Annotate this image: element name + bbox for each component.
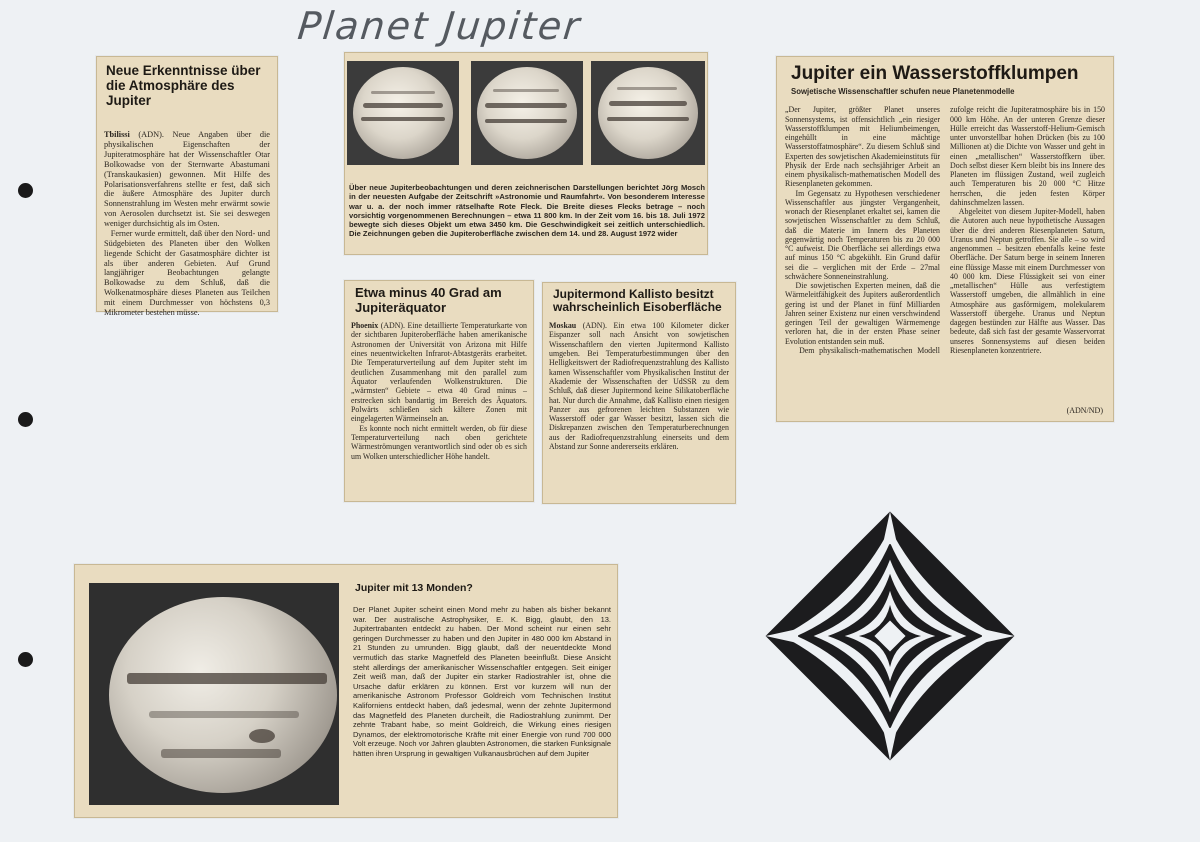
clipping-title: Jupitermond Kallisto besitzt wahrscheinlich Eisoberfläche — [553, 287, 722, 315]
clipping-body — [351, 321, 527, 461]
clipping-13-monden — [74, 564, 618, 818]
cloud-band — [149, 711, 299, 718]
paper-cut-star-icon — [744, 490, 1036, 782]
jupiter-planet-icon — [109, 597, 337, 793]
cloud-band — [607, 117, 689, 121]
clipping-text: (ADN). Neue Angaben über die physikalischen Eigenschaften der Jupiteratmosphäre hat der Wissenschaftler Otar Bolkowadse von der Sternwarte Abastumani (Transkaukasien) gewonnen. Mit Hilfe des Polarisationsverfahrens stellte er fest, daß sich die äußere Atmosphäre des Jupiter durch Sonnenstrahlung im Westen mehr erwärmt sowie von Aerosolen durchsetzt ist. Sie sei deswegen weniger durchsichtig als im Osten. Ferner wurde ermittelt, daß über den Nord- und Südgebieten des Planeten über den Wolken liegende Schicht der Gasatmosphäre dichter ist als über anderen Gebieten. Auf Grund langjähriger Beobachtungen gelangte Bolkowadse zu dem Schluß, daß die Wolkenatmosphäre dieses Planeten aus Teilchen mit einem Durchmesser von höchstens 0,3 Mikrometer bestehen müsse. — [104, 130, 270, 317]
clipping-kallisto — [542, 282, 736, 504]
cloud-band — [371, 91, 435, 94]
jupiter-drawing-1 — [347, 61, 459, 165]
cloud-band — [361, 117, 445, 121]
clipping-title: Etwa minus 40 Grad am Jupiteräquator — [355, 285, 502, 315]
cloud-band — [127, 673, 327, 684]
cloud-band — [617, 87, 677, 90]
dateline: Moskau — [549, 320, 577, 330]
clipping-jupiter-drawings — [344, 52, 708, 255]
cloud-band — [363, 103, 443, 108]
cloud-band — [485, 103, 567, 108]
cloud-band — [485, 119, 567, 123]
clipping-title: Neue Erkenntnisse über die Atmosphäre des Jupiter — [106, 63, 261, 109]
page-title: Planet Jupiter — [295, 4, 584, 48]
clipping-text: (ADN). Eine detaillierte Temperaturkarte von der sichtbaren Jupiteroberfläche haben amerikanische Astronomen der Universität von Arizona mit Hilfe eines neuentwickelten Infrarot-Abtastgeräts erarbeitet. Die Temperaturverteilung auf dem Jupiter steht im deutlichen Zusammenhang mit den parallel zum Äquator verlaufenden Wolkenstrukturen. Die „wärmsten“ Gebiete – etwa 40 Grad minus – erstrecken sich bandartig im Bereich des Äquators. Polwärts schließen sich kältere Zonen mit eingelagerten Wärmeinseln an. Es konnte noch nicht ermittelt werden, ob für diese Temperaturverteilung nach oben gerichtete Wärmeströmungen verantwortlich sind oder ob es sich um Wolken unterschiedlicher Höhe handelt. — [351, 321, 527, 461]
clipping-text: (ADN). Ein etwa 100 Kilometer dicker Eispanzer soll nach Ansicht von sowjetischen Wissenschaftlern den vierten Jupitermond Kallisto umgeben. Bei Temperaturbestimmungen über den Helligkeitswert der Radiofrequenzstrahlung des Kallisto kamen Wissenschaftler vom Physikalischen Institut der Akademie der Wissenschaften der UdSSR zu dem Schluß, daß dieser Jupitermond keine Silikatoberfläche hat. Nur durch die Annahme, daß Kallisto einen riesigen Panzer aus gefrorenen leichten Substanzen wie Wasserstoff oder gar Wasser besitzt, lassen sich die Diskrepanzen zwischen den Temperaturberechnungen aus der Radiofrequenzstrahlung einerseits und dem Abstand zur Sonne andererseits erklären. — [549, 320, 731, 452]
cloud-band — [161, 749, 281, 758]
dateline: Tbilissi — [104, 130, 130, 140]
jupiter-drawing-3 — [591, 61, 705, 165]
drawings-caption: Über neue Jupiterbeobachtungen und deren zeichnerischen Darstellungen berichtet Jörg Mosch in der neuesten Aufgabe der Zeitschrift »Astronomie und Raumfahrt«. Von besonderem Interesse war u. a. der noch immer rätselhafte Rote Fleck. Die Breite dieses Flecks betrage – noch vorsichtig vorgenommenen Berechnungen – etwa 11 800 km. In der Zeit vom 16. bis 18. Juli 1972 bewegte sich dieses Objekt um etwa 3450 km. Die Geschwindigkeit sei zeitlich unterschiedlich. Die Zeichnungen geben die Jupiteroberfläche zwischen dem 14. und 28. August 1972 wider — [349, 183, 708, 239]
clipping-wasserstoffklumpen — [776, 56, 1114, 422]
jupiter-drawing-2 — [471, 61, 583, 165]
clipping-body — [549, 321, 729, 452]
clipping-body — [104, 130, 270, 317]
punch-hole-icon — [18, 652, 33, 667]
clipping-title: Jupiter ein Wasserstoffklumpen — [791, 63, 1079, 84]
jupiter-planet-icon — [353, 67, 453, 159]
jupiter-photo — [89, 583, 339, 805]
cloud-band — [493, 89, 559, 92]
jupiter-planet-icon — [477, 67, 577, 159]
jupiter-planet-icon — [598, 67, 698, 159]
cloud-band — [609, 101, 687, 106]
dateline: Phoenix — [351, 321, 379, 331]
clipping-text: „Der Jupiter, größter Planet unseres Sonnensystems, ist offensichtlich „ein riesiger Wasserstoffklumpen mit Heliumbeimengen, eingehüllt in eine mächtige Wasserstoffatmosphäre“. Zu diesem Schluß sind Experten des sowjetischen Akademieinstituts für Physik der Erde nach sechsjähriger Arbeit an einem physikalisch-mathematischen Modell des Riesenplaneten gekommen. Im Gegensatz zu Hypothesen verschiedener Wissenschaftler aus jüngster Vergangenheit, wonach der Riesenplanet erkaltet sei, kamen die sowjetischen Wissenschaftler zu dem Schluß, daß die Materie im Innern des Planeten gegenwärtig noch Temperaturen bis zu 20 000 °C aufweist. Die Oberfläche sei allerdings etwa auf minus 150 °C abgekühlt. Ein Grund dafür sei die – verglichen mit der Erde – 27mal schwächere Sonneneinstrahlung. Die sowjetischen Experten meinen, daß die Wärmeleitfähigkeit des Jupiters außerordentlich gering ist und der Planet in fünf Milliarden Jahren seiner Existenz nur einen verschwindend geringen Teil der gewaltigen Wärmemenge verloren hat, die in der ersten Phase seiner Evolution entstanden sein muß. Dem physikalisch-mathematischen Modell zufolge reicht die Jupiteratmosphäre bis in 150 000 km Höhe. An der unteren Grenze dieser Hülle erreicht das Wasserstoff-Helium-Gemisch unter unvorstellbar hohen Drücken (bis zu 100 Millionen at) die Dichte von Wasser und geht in einen „metallischen“ Wasserstoffkern über. Doch selbst dieser Kern bleibt bis ins Innere des Planeten im flüssigen Zustand, weil zugleich auch Temperaturen bis 20 000 °C Hitze herrschen, die jeden festen Körper dahinschmelzen lassen. Abgeleitet von diesem Jupiter-Modell, haben die Autoren auch neue hypothetische Aussagen über die drei anderen Riesenplaneten Saturn, Uranus und Neptun getroffen. Sie alle – so wird angenommen – besitzen ebenfalls keine feste Oberfläche. Der Saturn berge in seinem Inneren eine flüssige Masse mit einem Durchmesser von 40 000 km. Diese Flüssigkeit sei von einer „metallischen“ Hülle aus verfestigtem Wasserstoff umgeben, die allmählich in eine Atmosphäre aus gasförmigem, molekularem Wasserstoff übergehe. Uranus und Neptun dagegen bestünden zur Hälfte aus Wasser. Das bedeute, daß sich fast der gesamte Wasservorrat unseres Sonnensystems auf diesen beiden Riesenplaneten konzentriere. — [785, 105, 1106, 355]
clipping-text: Der Planet Jupiter scheint einen Mond mehr zu haben als bisher bekannt war. Der australische Astrophysiker, E. K. Bigg, glaubt, den 13. Jupitertrabanten entdeckt zu haben. Der Mond scheint nur einen sehr geringen Durchmesser zu haben und den Jupiter in 480 000 km Abstand in 21 Stunden zu umrunden. Bigg glaubt, daß der neuentdeckte Mond vermutlich das starke Magnetfeld des Planeten beeinflußt. Diese Ansicht steht allerdings der amerikanischer Wissenschaftler entgegen. Seit einiger Zeit weiß man, daß der Jupiter ein starker Radiostrahler ist, ohne die Ursache dafür erklären zu können. Erst vor kurzem will nun der amerikanische Astronom Professor Goldreich vom Technischen Institut Kaliforniens entdeckt haben, daß jedesmal, wenn der zehnte Jupitermond das Magnetfeld des Planeten durcheilt, die Radiostrahlung zunimmt. Der zehnte Trabant habe, so meint Goldreich, die Wirkung eines riesigen Dynamos, der elektromotorische Kräfte mit einer Energie von rund 700 000 Volt erzeuge. Noch vor Jahren glaubten Astronomen, die starken Funksignale hätten ihren Ursprung in gewaltigen Vulkanausbrüchen auf dem Jupiter — [353, 605, 614, 758]
punch-hole-icon — [18, 412, 33, 427]
clipping-atmosphaere — [96, 56, 278, 317]
clipping-minus-40-grad — [344, 280, 534, 502]
clipping-subtitle: Sowjetische Wissenschaftler schufen neue Planetenmodelle — [791, 87, 1015, 97]
punch-hole-icon — [18, 183, 33, 198]
clipping-signature: (ADN/ND) — [1066, 406, 1103, 415]
clipping-title: Jupiter mit 13 Monden? — [355, 582, 473, 594]
red-spot — [249, 729, 275, 743]
